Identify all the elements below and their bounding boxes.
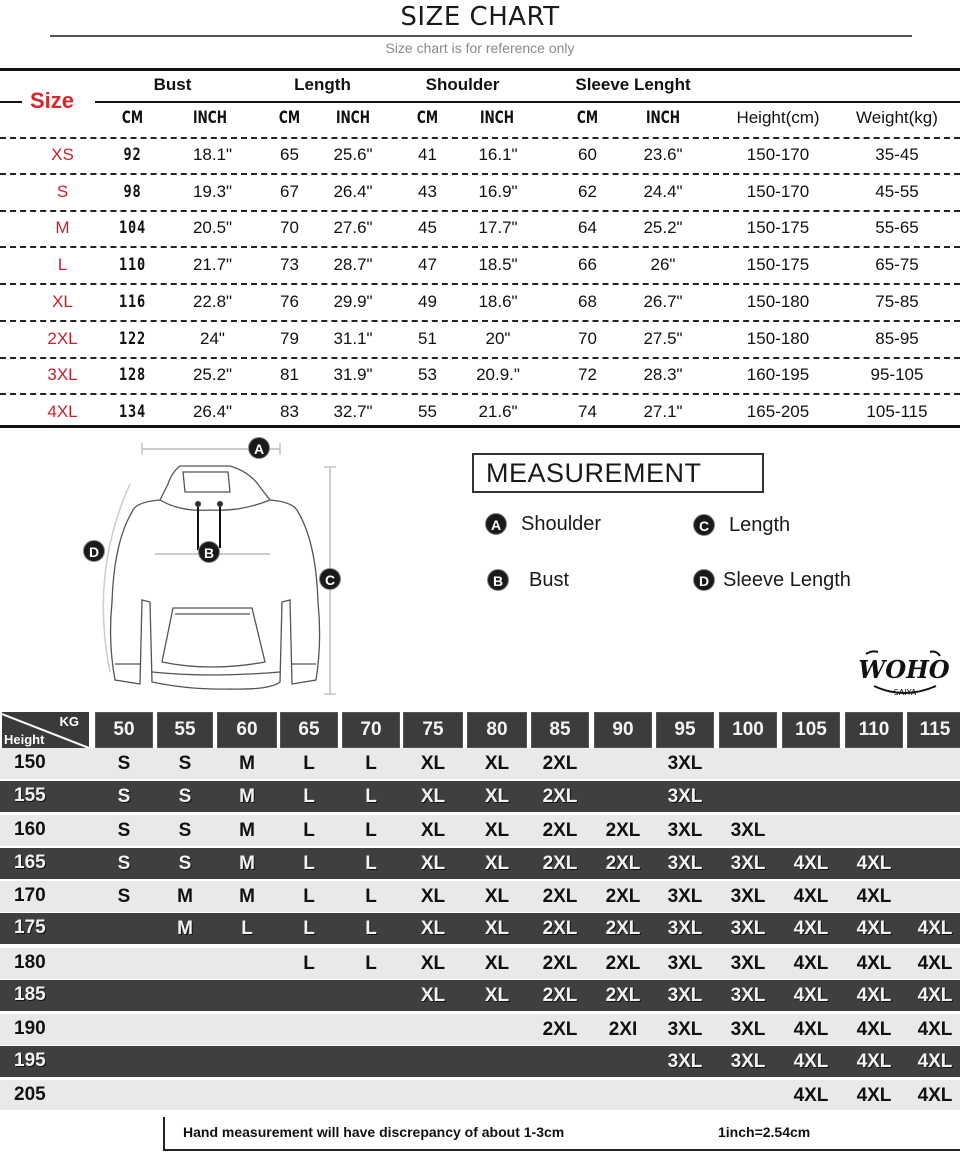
size-recommendation: XL: [484, 985, 510, 1006]
cell-weight: 55-65: [875, 218, 919, 238]
size-recommendation: XL: [420, 886, 446, 907]
cell-weight: 95-105: [870, 365, 924, 385]
cell-sleeve-in: 23.6": [643, 145, 683, 164]
page-subtitle: Size chart is for reference only: [385, 40, 575, 56]
cell-height: 165-205: [746, 401, 810, 421]
size-recommendation: 4XL: [856, 918, 892, 939]
weight-column-header: 50: [95, 712, 153, 748]
size-recommendation: 3XL: [730, 1051, 766, 1072]
table-row: [0, 322, 960, 356]
cell-shoulder-in: 20.9.": [476, 365, 520, 385]
weight-column-header: 70: [342, 712, 400, 748]
size-recommendation: 2XL: [605, 985, 641, 1006]
size-recommendation: 3XL: [730, 820, 766, 841]
size-recommendation: 2XL: [605, 953, 641, 974]
size-recommendation: M: [239, 853, 255, 874]
cell-sleeve-in: 25.2": [643, 218, 683, 238]
size-recommendation: 4XL: [917, 985, 953, 1006]
cell-length-cm: 70: [280, 218, 299, 238]
size-recommendation: 3XL: [667, 918, 703, 939]
height-value: 170: [14, 885, 46, 906]
table-row: [0, 138, 960, 172]
size-recommendation: 3XL: [667, 1019, 703, 1040]
height-value: 165: [14, 852, 46, 873]
size-recommendation: XL: [420, 985, 446, 1006]
height-value: 150: [14, 752, 46, 773]
cell-weight: 85-95: [875, 328, 919, 348]
size-recommendation: XL: [420, 753, 446, 774]
size-recommendation: 3XL: [730, 918, 766, 939]
cell-bust-cm: 134: [119, 401, 146, 422]
size-recommendation: 3XL: [667, 953, 703, 974]
subheader-height: Height(cm): [736, 108, 820, 127]
size-recommendation: 2XL: [605, 918, 641, 939]
subheader-sleeve-inch: INCH: [645, 108, 681, 128]
size-recommendation: 4XL: [856, 853, 892, 874]
title-divider: [50, 35, 912, 37]
cell-length-in: 27.6": [333, 218, 373, 238]
table-row: [0, 285, 960, 319]
badge-c-icon: C: [693, 514, 715, 536]
size-column-label: Size: [30, 88, 75, 113]
weight-column-header: 80: [467, 712, 527, 748]
size-recommendation: L: [303, 753, 315, 774]
size-recommendation: 4XL: [793, 853, 829, 874]
size-recommendation: 3XL: [730, 953, 766, 974]
cell-size: S: [56, 181, 69, 201]
cell-length-cm: 79: [280, 328, 299, 348]
height-row: [0, 748, 960, 779]
size-recommendation: M: [177, 918, 193, 939]
weight-column-header: 95: [656, 712, 714, 748]
legend-shoulder: [485, 511, 601, 537]
badge-a-icon: A: [248, 437, 270, 459]
size-recommendation: L: [365, 820, 377, 841]
size-rule-left: [0, 101, 22, 103]
corner-header: [2, 712, 89, 748]
size-recommendation: 2XL: [542, 1019, 578, 1040]
height-row: [0, 980, 960, 1011]
cell-length-in: 26.4": [333, 181, 373, 201]
cell-sleeve-cm: 62: [578, 181, 597, 201]
size-recommendation: 4XL: [793, 886, 829, 907]
weight-column-header: 100: [719, 712, 777, 748]
cell-sleeve-in: 28.3": [643, 365, 683, 385]
size-recommendation: S: [117, 786, 131, 807]
cell-bust-in: 19.3": [192, 181, 233, 201]
cell-shoulder-cm: 47: [418, 255, 437, 275]
cell-shoulder-in: 18.6": [478, 291, 518, 311]
size-recommendation: L: [365, 786, 377, 807]
corner-height-label: Height: [4, 732, 45, 747]
height-value: 185: [14, 984, 46, 1005]
cell-weight: 45-55: [875, 181, 919, 201]
size-recommendation: S: [178, 820, 192, 841]
cell-bust-in: 22.8": [192, 291, 233, 311]
badge-d-icon: D: [83, 540, 105, 562]
cell-shoulder-in: 17.7": [478, 218, 518, 238]
cell-length-in: 28.7": [333, 255, 373, 275]
size-recommendation: XL: [484, 953, 510, 974]
cell-sleeve-cm: 70: [578, 328, 597, 348]
size-recommendation: M: [239, 820, 255, 841]
cell-sleeve-cm: 72: [578, 365, 597, 385]
weight-column-header: 110: [845, 712, 903, 748]
size-recommendation: 3XL: [667, 853, 703, 874]
size-recommendation: L: [303, 820, 315, 841]
size-recommendation: 2XL: [542, 820, 578, 841]
cell-shoulder-cm: 55: [418, 401, 437, 421]
cell-bust-cm: 104: [119, 218, 146, 239]
cell-shoulder-in: 20": [485, 328, 511, 348]
size-recommendation: L: [365, 753, 377, 774]
size-recommendation: M: [177, 886, 193, 907]
cell-bust-in: 18.1": [192, 145, 233, 164]
size-rule-right: [95, 101, 960, 103]
group-header-sleeve: Sleeve Lenght: [575, 75, 691, 94]
legend-bust: [487, 567, 569, 593]
subheader-shoulder-cm: CM: [416, 108, 439, 128]
size-recommendation: 4XL: [856, 886, 892, 907]
cell-sleeve-in: 27.5": [643, 328, 683, 348]
legend-label: Shoulder: [521, 512, 602, 535]
size-recommendation: 4XL: [856, 1085, 892, 1106]
table-row: [0, 358, 960, 392]
cell-weight: 35-45: [875, 145, 919, 164]
cell-length-cm: 81: [280, 365, 299, 385]
badge-d-icon: D: [693, 569, 715, 591]
height-row: [0, 1046, 960, 1077]
logo-subtext: SAIYA: [893, 688, 917, 697]
group-header-bust: Bust: [153, 75, 192, 94]
height-value: 155: [14, 785, 46, 806]
size-recommendation: XL: [420, 820, 446, 841]
hoodie-diagram-icon: [80, 432, 370, 702]
size-recommendation: XL: [420, 918, 446, 939]
size-recommendation: 3XL: [667, 753, 703, 774]
cell-size: 3XL: [47, 365, 78, 385]
table-row: [0, 395, 960, 429]
size-recommendation: M: [239, 886, 255, 907]
size-recommendation: XL: [484, 753, 510, 774]
size-recommendation: 2XL: [542, 753, 578, 774]
cell-bust-cm: 98: [123, 181, 142, 202]
cell-sleeve-cm: 64: [578, 218, 597, 238]
height-row: [0, 781, 960, 812]
size-recommendation: 4XL: [793, 1085, 829, 1106]
cell-bust-in: 20.5": [192, 218, 233, 238]
cell-sleeve-in: 24.4": [643, 181, 683, 201]
measurement-note: Hand measurement will have discrepancy of about 1-3cm: [183, 1124, 565, 1140]
cell-height: 150-175: [746, 218, 810, 238]
cell-length-cm: 73: [280, 255, 299, 275]
cell-bust-cm: 122: [119, 328, 146, 349]
logo-text: WOHO: [858, 655, 950, 684]
size-recommendation: 3XL: [730, 985, 766, 1006]
size-recommendation: 2XL: [542, 886, 578, 907]
cell-weight: 75-85: [875, 291, 919, 311]
size-recommendation: L: [303, 853, 315, 874]
size-recommendation: 3XL: [730, 886, 766, 907]
size-recommendation: 2XL: [542, 918, 578, 939]
size-recommendation: 4XL: [917, 1019, 953, 1040]
cell-height: 150-175: [746, 255, 810, 275]
size-recommendation: 4XL: [917, 953, 953, 974]
group-header-length: Length: [294, 75, 351, 94]
cell-weight: 65-75: [875, 255, 919, 275]
cell-length-in: 32.7": [333, 401, 373, 421]
size-recommendation: XL: [484, 820, 510, 841]
badge-c-icon: C: [319, 568, 341, 590]
height-row: [0, 1014, 960, 1045]
size-recommendation: M: [239, 786, 255, 807]
cell-length-cm: 83: [280, 401, 299, 421]
cell-size: XL: [52, 291, 73, 311]
cell-height: 150-180: [746, 328, 810, 348]
cell-shoulder-cm: 53: [418, 365, 437, 385]
size-recommendation: XL: [420, 786, 446, 807]
height-row: [0, 948, 960, 979]
group-header-shoulder: Shoulder: [425, 75, 500, 94]
cell-bust-cm: 92: [123, 145, 142, 165]
cell-size: XS: [51, 145, 74, 164]
cell-sleeve-cm: 74: [578, 401, 597, 421]
size-recommendation: L: [365, 918, 377, 939]
cell-height: 150-170: [746, 181, 810, 201]
size-recommendation: 4XL: [793, 985, 829, 1006]
table-row: [0, 175, 960, 209]
height-value: 205: [14, 1084, 46, 1105]
legend-sleeve-length: [693, 567, 851, 593]
size-recommendation: XL: [484, 853, 510, 874]
cell-shoulder-cm: 41: [418, 145, 437, 164]
legend-label: Bust: [529, 568, 570, 591]
brand-logo-icon: [858, 648, 950, 700]
subheader-shoulder-inch: INCH: [479, 108, 515, 128]
subheader-length-cm: CM: [278, 108, 301, 128]
size-recommendation: S: [117, 886, 131, 907]
weight-header-row: [0, 712, 960, 750]
subheader-sleeve-cm: CM: [576, 108, 599, 128]
size-recommendation: L: [303, 918, 315, 939]
cell-sleeve-cm: 66: [578, 255, 597, 275]
size-recommendation: 4XL: [917, 918, 953, 939]
size-recommendation: L: [241, 918, 253, 939]
cell-bust-cm: 116: [119, 291, 146, 312]
cell-sleeve-cm: 68: [578, 291, 597, 311]
size-recommendation: 2XL: [542, 853, 578, 874]
size-recommendation: 2XL: [605, 853, 641, 874]
height-value: 175: [14, 917, 46, 938]
cell-length-in: 25.6": [333, 145, 373, 164]
height-row: [0, 881, 960, 912]
cell-shoulder-cm: 49: [418, 291, 437, 311]
legend-length: [693, 512, 790, 538]
size-recommendation: 4XL: [856, 985, 892, 1006]
size-recommendation: 4XL: [793, 1019, 829, 1040]
size-recommendation: L: [303, 886, 315, 907]
cell-shoulder-in: 21.6": [478, 401, 518, 421]
size-recommendation: S: [178, 853, 192, 874]
cell-shoulder-cm: 45: [418, 218, 437, 238]
size-recommendation: S: [117, 820, 131, 841]
cell-sleeve-in: 26.7": [643, 291, 683, 311]
unit-conversion: 1inch=2.54cm: [718, 1124, 811, 1140]
table-row: [0, 211, 960, 245]
legend-label: Length: [729, 513, 791, 536]
weight-column-header: 115: [907, 712, 960, 748]
cell-length-cm: 65: [280, 145, 299, 164]
size-recommendation: L: [365, 953, 377, 974]
weight-column-header: 55: [157, 712, 213, 748]
weight-column-header: 90: [594, 712, 652, 748]
size-recommendation: 4XL: [856, 953, 892, 974]
size-recommendation: L: [303, 953, 315, 974]
badge-b-icon: B: [198, 541, 220, 563]
weight-column-header: 75: [403, 712, 463, 748]
subheader-length-inch: INCH: [335, 108, 371, 128]
cell-height: 150-180: [746, 291, 810, 311]
height-row: [0, 913, 960, 944]
height-row: [0, 848, 960, 879]
size-recommendation: 4XL: [793, 918, 829, 939]
cell-bust-in: 24": [200, 328, 225, 348]
cell-length-cm: 76: [280, 291, 299, 311]
size-recommendation: 3XL: [667, 786, 703, 807]
size-recommendation: XL: [484, 918, 510, 939]
cell-bust-in: 21.7": [192, 255, 233, 275]
cell-shoulder-in: 16.9": [478, 181, 518, 201]
cell-weight: 105-115: [866, 401, 928, 421]
size-recommendation: S: [117, 853, 131, 874]
weight-column-header: 105: [782, 712, 840, 748]
cell-sleeve-in: 27.1": [643, 401, 683, 421]
size-recommendation: L: [365, 886, 377, 907]
weight-column-header: 85: [531, 712, 589, 748]
cell-bust-in: 26.4": [192, 401, 233, 421]
size-recommendation: 4XL: [793, 1051, 829, 1072]
cell-size: 2XL: [47, 328, 78, 348]
size-recommendation: M: [239, 753, 255, 774]
size-recommendation: 4XL: [917, 1085, 953, 1106]
size-recommendation: 3XL: [667, 1051, 703, 1072]
cell-height: 160-195: [746, 365, 810, 385]
size-recommendation: 4XL: [856, 1051, 892, 1072]
cell-bust-cm: 128: [119, 365, 146, 386]
table-top-rule: [0, 68, 960, 71]
size-recommendation: 2XL: [542, 953, 578, 974]
size-recommendation: XL: [420, 953, 446, 974]
cell-length-in: 31.1": [333, 328, 373, 348]
size-recommendation: S: [117, 753, 131, 774]
size-recommendation: 4XL: [856, 1019, 892, 1040]
cell-sleeve-in: 26": [650, 255, 676, 275]
size-recommendation: 2XI: [608, 1019, 638, 1040]
size-recommendation: 2XL: [542, 786, 578, 807]
cell-shoulder-in: 16.1": [478, 145, 518, 164]
size-recommendation: XL: [484, 886, 510, 907]
size-recommendation: 4XL: [917, 1051, 953, 1072]
size-recommendation: 2XL: [605, 886, 641, 907]
corner-kg-label: KG: [59, 714, 79, 729]
size-recommendation: 2XL: [605, 820, 641, 841]
height-value: 195: [14, 1050, 46, 1071]
weight-column-header: 65: [280, 712, 338, 748]
cell-sleeve-cm: 60: [578, 145, 597, 164]
table-row: [0, 248, 960, 282]
measurement-title: MEASUREMENT: [472, 453, 764, 493]
size-recommendation: S: [178, 786, 192, 807]
height-row: [0, 1080, 960, 1110]
subheader-bust-inch: INCH: [192, 108, 228, 128]
cell-size: 4XL: [47, 401, 78, 421]
page-title: SIZE CHART: [400, 2, 560, 32]
size-recommendation: 3XL: [667, 886, 703, 907]
subheader-bust-cm: CM: [121, 108, 144, 128]
height-value: 180: [14, 952, 46, 973]
height-value: 190: [14, 1018, 46, 1039]
size-recommendation: 3XL: [667, 820, 703, 841]
legend-label: Sleeve Length: [723, 568, 851, 591]
weight-column-header: 60: [217, 712, 277, 748]
cell-size: M: [55, 218, 70, 238]
cell-bust-in: 25.2": [192, 365, 233, 385]
cell-length-cm: 67: [280, 181, 299, 201]
size-recommendation: 3XL: [730, 1019, 766, 1040]
height-row: [0, 815, 960, 846]
size-recommendation: 3XL: [730, 853, 766, 874]
cell-shoulder-in: 18.5": [478, 255, 518, 275]
table-bottom-rule: [0, 425, 960, 428]
badge-b-icon: B: [487, 569, 509, 591]
cell-shoulder-cm: 43: [418, 181, 437, 201]
size-recommendation: 4XL: [793, 953, 829, 974]
height-value: 160: [14, 819, 46, 840]
size-recommendation: S: [178, 753, 192, 774]
size-recommendation: L: [303, 786, 315, 807]
size-recommendation: 3XL: [667, 985, 703, 1006]
badge-a-icon: A: [485, 513, 507, 535]
size-recommendation: L: [365, 853, 377, 874]
size-recommendation: 2XL: [542, 985, 578, 1006]
size-recommendation: XL: [484, 786, 510, 807]
cell-height: 150-170: [746, 145, 810, 164]
size-recommendation: XL: [420, 853, 446, 874]
cell-length-in: 29.9": [333, 291, 373, 311]
cell-length-in: 31.9": [333, 365, 373, 385]
subheader-weight: Weight(kg): [856, 108, 938, 127]
cell-bust-cm: 110: [119, 255, 146, 276]
cell-shoulder-cm: 51: [418, 328, 437, 348]
cell-size: L: [57, 255, 68, 275]
